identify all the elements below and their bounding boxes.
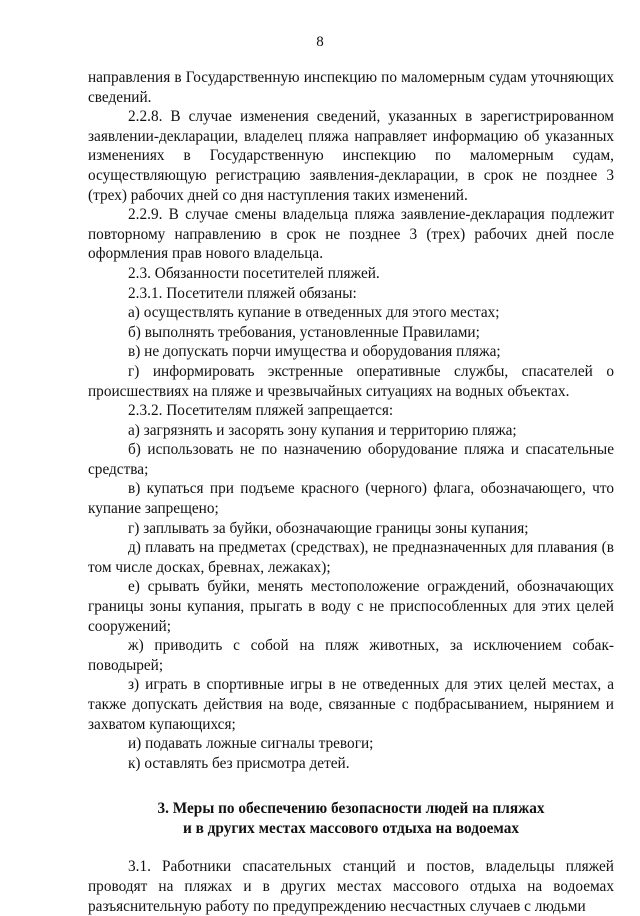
paragraph: е) срывать буйки, менять местоположение ограждений, обозначающих границы зоны купания, прыгать в воду с не приспособленных для этих целей сооружений; bbox=[88, 578, 614, 635]
paragraph: ж) приводить с собой на пляж животных, за исключением собак-поводырей; bbox=[88, 637, 614, 674]
paragraph: д) плавать на предметах (средствах), не предназначенных для плавания (в том числе досках, бревнах, лежаках); bbox=[88, 539, 614, 576]
paragraph: в) купаться при подъеме красного (черного) флага, обозначающего, что купание запрещено; bbox=[88, 480, 614, 518]
page-number: 8 bbox=[316, 34, 324, 50]
paragraph: 2.3.2. Посетителям пляжей запрещается: bbox=[128, 402, 394, 420]
paragraph: и) подавать ложные сигналы тревоги; bbox=[128, 735, 374, 753]
paragraph: б) выполнять требования, установленные Правилами; bbox=[128, 323, 480, 341]
paragraph: б) использовать не по назначению оборудование пляжа и спасательные средства; bbox=[88, 441, 614, 478]
paragraph: а) осуществлять купание в отведенных для этого местах; bbox=[128, 304, 500, 322]
paragraph: 2.3.1. Посетители пляжей обязаны: bbox=[128, 284, 357, 302]
section-2-text bbox=[88, 68, 614, 773]
paragraph: в) не допускать порчи имущества и оборудования пляжа; bbox=[128, 343, 501, 361]
paragraph: 2.2.9. В случае смены владельца пляжа заявление-декларация подлежит повторному направлению в срок не позднее 3 (трех) рабочих дней после оформления прав нового владельца. bbox=[88, 206, 614, 263]
paragraph: 3.1. Работники спасательных станций и постов, владельцы пляжей проводят на пляжах и в других местах массового отдыха на водоемах разъяснительную работу по предупреждению несчастных случаев с людьми bbox=[88, 858, 614, 915]
document-body bbox=[88, 68, 614, 916]
section-3-heading-line-2: и в других местах массового отдыха на водоемах bbox=[182, 820, 520, 838]
section-3-text bbox=[88, 857, 614, 916]
paragraph: г) информировать экстренные оперативные службы, спасателей о происшествиях на пляже и чрезвычайных ситуациях на водных объектах. bbox=[88, 362, 614, 400]
paragraph: з) играть в спортивные игры в не отведенных для этих целей местах, а также допускать действия на воде, связанные с подбрасыванием, нырянием и захватом купающихся; bbox=[88, 676, 614, 733]
section-3-heading-line-1: 3. Меры по обеспечению безопасности людей на пляжах bbox=[157, 800, 545, 818]
paragraph: г) заплывать за буйки, обозначающие границы зоны купания; bbox=[128, 519, 529, 537]
paragraph: а) загрязнять и засорять зону купания и территорию пляжа; bbox=[128, 421, 517, 439]
section-3-heading bbox=[88, 799, 614, 839]
paragraph: к) оставлять без присмотра детей. bbox=[128, 754, 350, 772]
paragraph: 2.2.8. В случае изменения сведений, указанных в зарегистрированном заявлении-декларации, владелец пляжа направляет информацию об указанных изменениях в Государственную инспекцию по маломерным судам, осуществляющую регистрацию заявления-декларации, в срок не позднее 3 (трех) рабочих дней со дня наступления таких изменений. bbox=[88, 108, 614, 204]
paragraph: направления в Государственную инспекцию по маломерным судам уточняющих сведений. bbox=[88, 69, 614, 106]
paragraph: 2.3. Обязанности посетителей пляжей. bbox=[128, 264, 380, 282]
